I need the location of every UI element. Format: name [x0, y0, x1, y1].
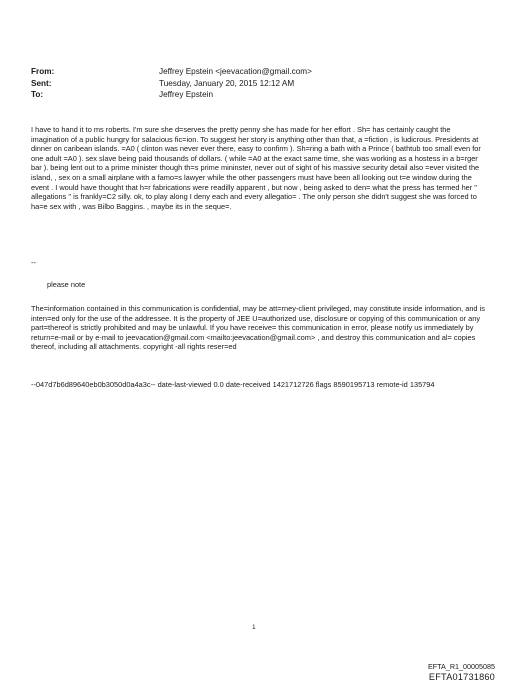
please-note-text: please note — [47, 280, 86, 289]
sent-label: Sent: — [31, 78, 52, 88]
email-header — [31, 66, 471, 101]
to-label: To: — [31, 90, 44, 99]
message-metadata: --047d7b6d89640eb0b3050d0a4a3c-- date-last-viewed 0.0 date-received 1421712726 flags 8590195713 remote-id 135794 — [31, 380, 435, 389]
sent-row — [31, 78, 471, 90]
page-number: 1 — [252, 624, 256, 631]
from-row — [31, 66, 471, 78]
signature-separator: -- — [31, 258, 36, 267]
email-body: I have to hand it to ms roberts. I'm sure she d=serves the pretty penny she has made for her effort . Sh= has certainly caught the imagination of a public hungry for salacious fic=ion. To suggest her story is anything other than that, a =fiction , is ludicrous. Presidents at dinner on caribean islands. =A0 ( clinton was never ever there, easy to confirm ). Sh=ring a bath with a Prince ( bathtub too small even for one adult =A0 ). sex slave being paid thousands of dollars. ( while =A0 at the exact same time, she was working as a hostess in a b=rger bar ). being lent out to a prime minister though th=s prime mininster, never out of sight of his massive security detail also =ever visited the island, , sex on a small airplane with a famo=s lawyer while the other passengers must have been all looking out t=e window during the event . I would have thought that h=r fabrications were readilly apparent , but now , being asked to den= what the press has termed her " allegations " is frankly=C2 silly. ok, to play along I deny each and every allegatio= . The only person she didn't suggest she was forced to ha=e sex with , was Bilbo Baggins. , maybe its in the seque=. — [31, 125, 481, 211]
sent-value: Tuesday, January 20, 2015 12:12 AM — [159, 78, 295, 88]
bates-number-secondary: EFTA01731860 — [428, 672, 495, 682]
to-value: Jeffrey Epstein — [159, 90, 214, 99]
to-row — [31, 89, 471, 101]
bates-number-primary: EFTA_R1_00005085 — [428, 662, 495, 671]
from-value: Jeffrey Epstein <jeevacation@gmail.com> — [159, 67, 312, 76]
confidentiality-disclaimer: The=information contained in this communication is confidential, may be att=rney-client privileged, may constitute inside information, and is inten=ed only for the use of the addressee. It is the property of JEE U=authorized use, disclosure or copying of this communication or any part=thereof is strictly prohibited and may be unlawful. If you have receive= this communication in error, please notify us immediately by return=e-mail or by e-mail to jeevacation@gmail.com <mailto:jeevacation@gmail.com> , and destroy this communication and al= copies thereof, including all attachments. copyright -all rights reser=ed — [31, 304, 485, 352]
from-label: From: — [31, 67, 55, 76]
